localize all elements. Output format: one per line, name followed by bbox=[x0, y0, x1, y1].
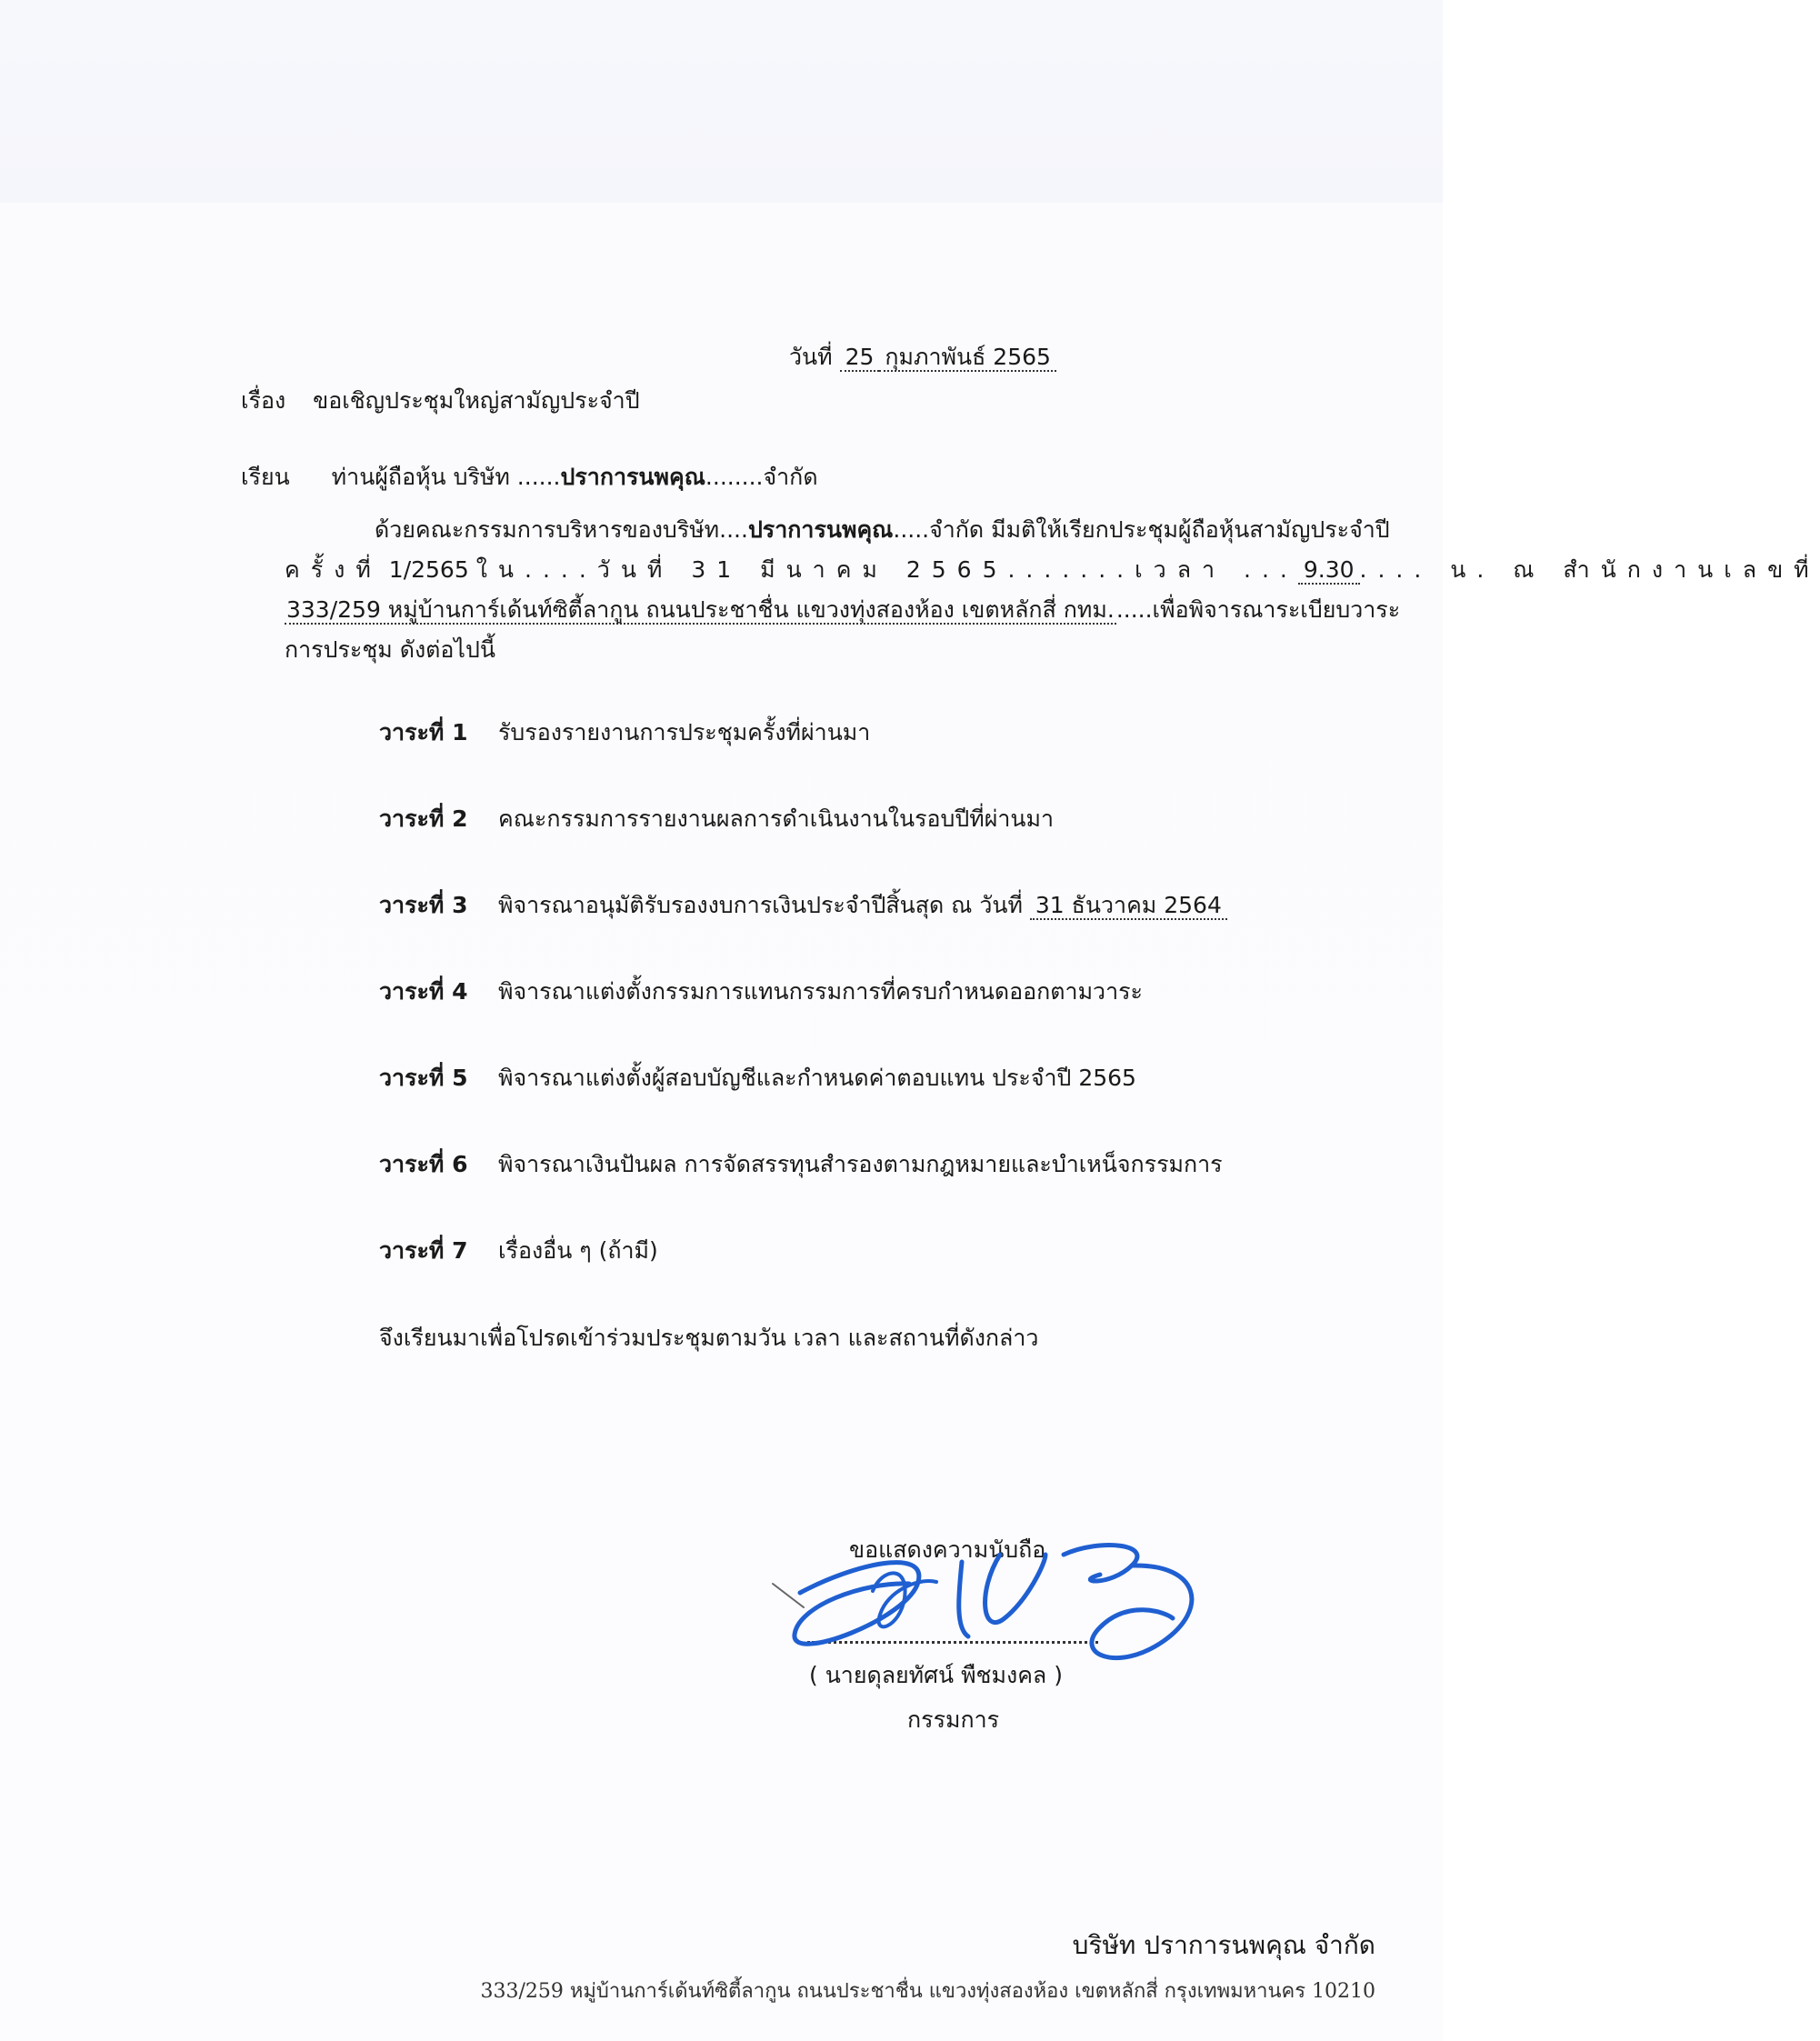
body-line2-a: ครั้งที่ bbox=[285, 556, 382, 583]
body-line-2 bbox=[285, 555, 1820, 585]
date-day: 25 bbox=[840, 344, 880, 372]
salutation-line bbox=[241, 462, 818, 493]
body-line2-meeting-no: 1/2565 bbox=[388, 556, 469, 583]
agenda-date-fill: 31 ธันวาคม 2564 bbox=[1030, 892, 1227, 920]
body-line2-b: ใน....วันที่ 31 มีนาคม 2565.......เวลา ... bbox=[475, 556, 1298, 583]
date-month-year: กุมภาพันธ์ 2565 bbox=[879, 344, 1056, 372]
regards-text: ขอแสดงความนับถือ bbox=[849, 1536, 1046, 1563]
agenda-text: พิจารณาเงินปันผล การจัดสรรทุนสำรองตามกฎหมายและบำเหน็จกรรมการ bbox=[498, 1151, 1223, 1177]
agenda-label: วาระที่ 7 bbox=[379, 1237, 468, 1264]
agenda-text: รับรองรายงานการประชุมครั้งที่ผ่านมา bbox=[498, 719, 871, 745]
agenda-text bbox=[498, 887, 1227, 924]
footer-address: 333/259 หมู่บ้านการ์เด้นท์ซิตี้ลากูน ถนนประชาชื่น แขวงทุ่งสองห้อง เขตหลักสี่ กรุงเทพมหานคร 10210 bbox=[480, 1980, 1375, 2003]
agenda-text: คณะกรรมการรายงานผลการดำเนินงานในรอบปีที่ผ่านมา bbox=[498, 805, 1055, 832]
agenda-label: วาระที่ 6 bbox=[379, 1151, 468, 1177]
agenda-label: วาระที่ 5 bbox=[379, 1065, 468, 1091]
date-label: วันที่ bbox=[789, 344, 833, 370]
body-line-4: การประชุม ดังต่อไปนี้ bbox=[285, 636, 495, 663]
subject-text: ขอเชิญประชุมใหญ่สามัญประจำปี bbox=[313, 387, 640, 414]
signature-image bbox=[773, 1527, 1218, 1682]
salutation-label: เรียน bbox=[241, 464, 290, 490]
signatory-position: กรรมการ bbox=[907, 1706, 1000, 1733]
agenda-text: พิจารณาแต่งตั้งผู้สอบบัญชีและกำหนดค่าตอบแทน ประจำปี 2565 bbox=[498, 1065, 1136, 1091]
agenda-text: พิจารณาแต่งตั้งกรรมการแทนกรรมการที่ครบกำหนดออกตามวาระ bbox=[498, 978, 1143, 1005]
body-line-3 bbox=[285, 595, 1400, 625]
signatory-name: ( นายดุลยทัศน์ พืชมงคล ) bbox=[809, 1662, 1063, 1688]
body-line1-company: ปราการนพคุณ bbox=[747, 516, 894, 543]
salutation-company: ปราการนพคุณ bbox=[560, 464, 705, 490]
body-line-1 bbox=[375, 515, 1390, 545]
body-line3-suffix: .....เพื่อพิจารณาระเบียบวาระ bbox=[1115, 596, 1401, 623]
footer-company: บริษัท ปราการนพคุณ จำกัด bbox=[1072, 1930, 1375, 1960]
salutation-prefix: ท่านผู้ถือหุ้น บริษัท ...... bbox=[331, 464, 561, 490]
agenda-label: วาระที่ 3 bbox=[379, 892, 468, 918]
body-line2-c: .... น. ณ สำนักงานเลขที่ bbox=[1359, 556, 1820, 583]
date-line bbox=[789, 342, 1056, 373]
body-line1-suffix: .....จำกัด มีมติให้เรียกประชุมผู้ถือหุ้นสามัญประจำปี bbox=[893, 516, 1390, 543]
agenda-label: วาระที่ 1 bbox=[379, 719, 468, 745]
agenda-label: วาระที่ 4 bbox=[379, 978, 468, 1005]
closing-sentence: จึงเรียนมาเพื่อโปรดเข้าร่วมประชุมตามวัน เวลา และสถานที่ดังกล่าว bbox=[379, 1325, 1039, 1351]
agenda-label: วาระที่ 2 bbox=[379, 805, 468, 832]
salutation-suffix: ........จำกัด bbox=[705, 464, 818, 490]
meeting-address: 333/259 หมู่บ้านการ์เด้นท์ซิตี้ลากูน ถนนประชาชื่น แขวงทุ่งสองห้อง เขตหลักสี่ กทม. bbox=[286, 596, 1115, 623]
agenda-text: เรื่องอื่น ๆ (ถ้ามี) bbox=[498, 1237, 658, 1264]
agenda-text-main: พิจารณาอนุมัติรับรองงบการเงินประจำปีสิ้นสุด ณ วันที่ bbox=[498, 892, 1023, 918]
body-line2-time: 9.30 bbox=[1298, 556, 1360, 585]
subject-label: เรื่อง bbox=[241, 387, 286, 414]
body-line1-prefix: ด้วยคณะกรรมการบริหารของบริษัท.... bbox=[375, 516, 748, 543]
subject-line bbox=[241, 385, 640, 416]
